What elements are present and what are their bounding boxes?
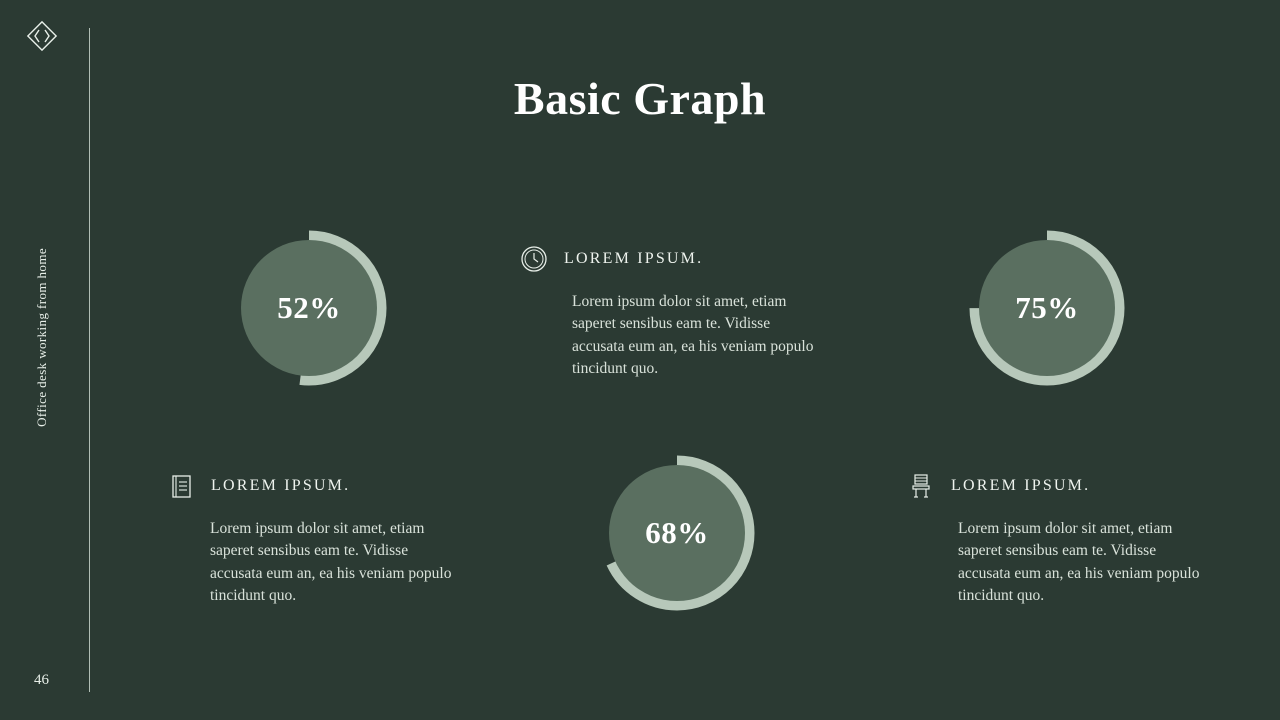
donut-chart-52 bbox=[229, 228, 389, 388]
feature-heading-row bbox=[165, 470, 460, 502]
feature-heading-row bbox=[905, 470, 1208, 502]
rail-divider bbox=[89, 28, 90, 692]
slide-side-label: Office desk working from home bbox=[34, 248, 49, 427]
donut-68-value: 68% bbox=[645, 515, 709, 550]
book-icon bbox=[165, 470, 197, 502]
clock-icon bbox=[518, 243, 550, 275]
feature-heading: LOREM IPSUM. bbox=[211, 477, 351, 494]
donut-chart-75 bbox=[967, 228, 1127, 388]
chair-icon bbox=[905, 470, 937, 502]
feature-block-book bbox=[165, 470, 460, 608]
feature-block-clock bbox=[518, 243, 822, 381]
donut-52-value: 52% bbox=[277, 290, 341, 325]
feature-body: Lorem ipsum dolor sit amet, etiam saperet sensibus eam te. Vidisse accusata eum an, ea his veniam populo tincidunt quo. bbox=[572, 293, 814, 378]
feature-heading: LOREM IPSUM. bbox=[951, 477, 1091, 494]
donut-75-value: 75% bbox=[1015, 290, 1079, 325]
page-number: 46 bbox=[34, 672, 49, 688]
feature-body: Lorem ipsum dolor sit amet, etiam saperet sensibus eam te. Vidisse accusata eum an, ea his veniam populo tincidunt quo. bbox=[210, 520, 452, 605]
feature-heading: LOREM IPSUM. bbox=[564, 250, 704, 267]
donut-chart-68 bbox=[597, 453, 757, 613]
feature-heading-row bbox=[518, 243, 822, 275]
feature-block-chair bbox=[905, 470, 1208, 608]
feature-body: Lorem ipsum dolor sit amet, etiam saperet sensibus eam te. Vidisse accusata eum an, ea his veniam populo tincidunt quo. bbox=[958, 520, 1200, 605]
page-title: Basic Graph bbox=[513, 73, 767, 124]
diamond-arrows-logo-icon[interactable] bbox=[26, 20, 58, 52]
